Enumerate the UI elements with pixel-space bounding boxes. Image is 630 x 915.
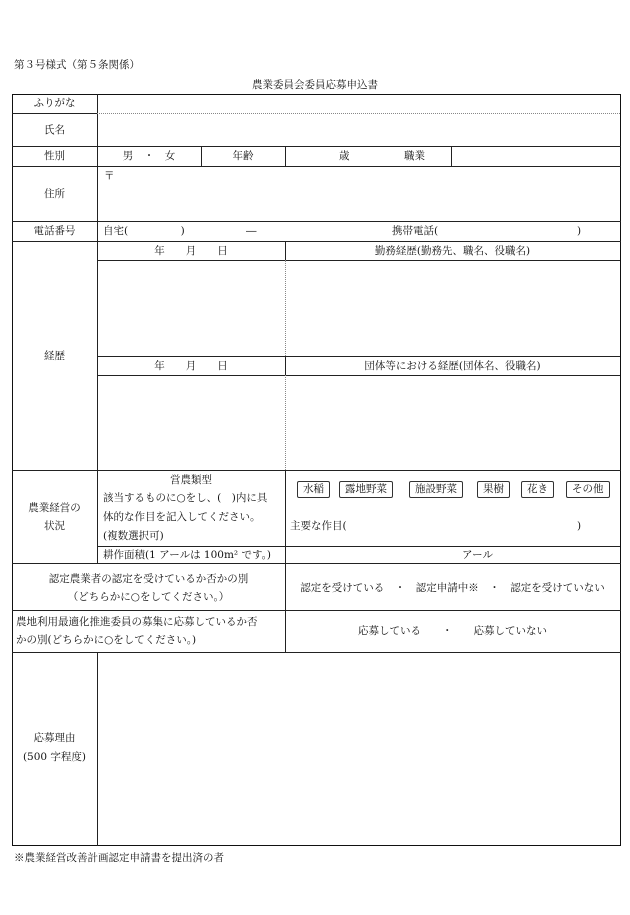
rule (12, 652, 621, 653)
rule (285, 146, 286, 166)
address-label: 住所 (44, 188, 65, 200)
farm-type-instruction-2: 体的な作目を記入してください。 (103, 511, 261, 523)
rule (12, 241, 621, 242)
cultivated-area-label: 耕作面積(1 アールは 100m² です。) (103, 549, 271, 561)
rule (97, 375, 620, 376)
promoter-options[interactable]: 応募している ・ 応募していない (358, 625, 547, 637)
work-date-field[interactable] (99, 262, 283, 354)
rule (12, 113, 97, 114)
name-label: 氏名 (44, 124, 65, 136)
mobile-phone-close: ) (577, 225, 582, 237)
farm-status-label-2: 状況 (44, 520, 65, 532)
org-history-field[interactable] (287, 377, 619, 469)
phone-dash: ― (246, 225, 257, 237)
postal-mark: 〒 (104, 170, 115, 182)
rule (97, 356, 620, 357)
reason-field[interactable] (99, 654, 619, 844)
main-crop-close: ) (577, 520, 582, 532)
label-divider-lower (97, 652, 98, 846)
crop-fruit-trees[interactable]: 果樹 (477, 481, 510, 498)
address-field[interactable] (99, 168, 619, 220)
cultivated-area-field[interactable] (287, 548, 447, 562)
age-unit: 歳 (339, 150, 350, 162)
rule (12, 563, 621, 564)
reason-label-2: (500 字程度) (22, 751, 87, 763)
certified-question-1: 認定農業者の認定を受けているか否かの別 (48, 573, 249, 585)
promoter-question-2: かの別(どちらかに○をしてください。) (16, 634, 197, 646)
org-date-header: 年 月 日 (154, 360, 228, 372)
certified-options[interactable]: 認定を受けている ・ 認定申請中※ ・ 認定を受けていない (300, 582, 605, 594)
rule (97, 260, 620, 261)
rule (12, 146, 621, 147)
farm-type-title: 営農類型 (170, 474, 212, 486)
gender-options[interactable]: 男 ・ 女 (122, 150, 176, 162)
gender-label: 性別 (44, 150, 65, 162)
phone-label: 電話番号 (33, 225, 76, 237)
area-unit: アール (462, 549, 493, 561)
form-number: 第３号様式（第５条関係） (14, 59, 140, 71)
name-field[interactable] (99, 115, 619, 145)
org-date-field[interactable] (99, 377, 283, 469)
crop-flowers[interactable]: 花き (521, 481, 554, 498)
crop-greenhouse-vegetables[interactable]: 施設野菜 (409, 481, 463, 498)
work-date-header: 年 月 日 (154, 245, 228, 257)
furigana-underline (97, 113, 620, 114)
home-phone-label[interactable]: 自宅( ) (103, 225, 185, 237)
crop-other[interactable]: その他 (566, 481, 610, 498)
rule (12, 166, 621, 167)
rule (12, 470, 621, 471)
certified-question-2: （どちらかに○をしてください。） (67, 591, 230, 603)
furigana-field[interactable] (99, 96, 619, 112)
work-history-field[interactable] (287, 262, 619, 354)
farm-status-label-1: 農業経営の (28, 502, 81, 514)
farm-type-instruction-3: (複数選択可) (103, 530, 164, 542)
farm-type-instruction-1: 該当するものに○をし、( )内に具 (103, 492, 268, 504)
form-title: 農業委員会委員応募申込書 (252, 79, 378, 91)
age-field[interactable] (287, 148, 337, 165)
occupation-label: 職業 (404, 150, 425, 162)
footnote: ※農業経営改善計画認定申請書を提出済の者 (14, 852, 224, 864)
occupation-field[interactable] (453, 148, 619, 165)
label-divider-upper (97, 94, 98, 563)
rule (12, 610, 621, 611)
main-crop-label[interactable]: 主要な作目( (290, 520, 347, 532)
rule (12, 221, 621, 222)
rule (285, 260, 286, 356)
promoter-question-1: 農地利用最適化推進委員の募集に応募しているか否 (16, 616, 258, 628)
furigana-label: ふりがな (33, 97, 76, 109)
rule (97, 546, 620, 547)
crop-rice[interactable]: 水稲 (297, 481, 330, 498)
rule (285, 375, 286, 470)
mobile-phone-label[interactable]: 携帯電話( (392, 225, 439, 237)
age-label: 年齢 (232, 150, 254, 162)
history-label: 経歴 (44, 350, 65, 362)
crop-open-field-vegetables[interactable]: 露地野菜 (339, 481, 393, 498)
rule (451, 146, 452, 166)
work-history-header: 勤務経歴(勤務先、職名、役職名) (374, 245, 531, 257)
reason-label-1: 応募理由 (33, 732, 76, 744)
org-history-header: 団体等における経歴(団体名、役職名) (364, 360, 541, 372)
